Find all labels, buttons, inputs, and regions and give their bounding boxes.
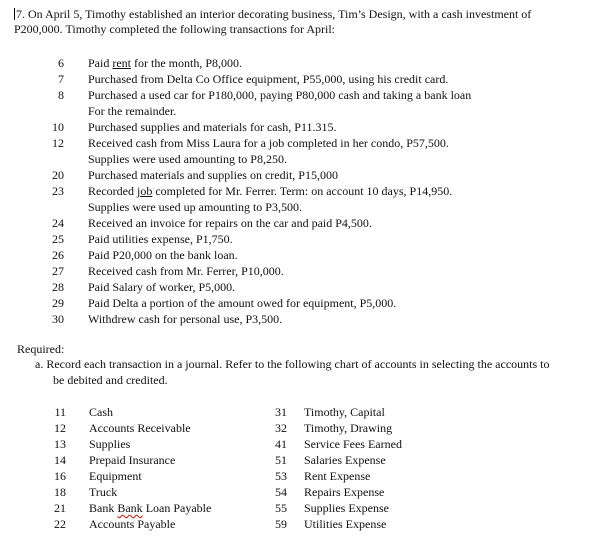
transaction-day: 24	[52, 216, 64, 230]
account-name: Supplies	[89, 437, 131, 451]
intro-text-1: 7. On April 5, Timothy established an interior decorating business, Tim’s Design, with a cash investment of	[16, 7, 532, 21]
account-number: 21	[54, 501, 66, 515]
account-name: Truck	[89, 485, 118, 499]
transaction-day: 23	[52, 184, 64, 198]
account-name: Service Fees Earned	[304, 437, 402, 451]
account-number: 18	[54, 485, 66, 499]
transaction-text: Supplies were used up amounting to P3,500.	[88, 200, 302, 214]
transaction-day: 28	[52, 280, 64, 294]
transaction-day: 6	[58, 56, 64, 70]
transaction-day: 7	[58, 72, 64, 86]
account-name: Cash	[89, 405, 113, 419]
account-name: Repairs Expense	[304, 485, 385, 499]
account-number: 59	[275, 517, 287, 531]
transaction-text: Recorded job completed for Mr. Ferrer. Term: on account 10 days, P14,950.	[88, 184, 453, 198]
transaction-day: 25	[52, 232, 64, 246]
transaction-text: Paid P20,000 on the bank loan.	[88, 248, 238, 262]
account-number: 51	[275, 453, 287, 467]
account-number: 16	[54, 469, 66, 483]
account-name: Bank Bank Loan Payable	[89, 501, 212, 515]
transaction-text: Received cash from Miss Laura for a job completed in her condo, P57,500.	[88, 136, 449, 150]
account-name: Equipment	[89, 469, 142, 483]
problem-intro-line-1	[14, 7, 584, 21]
account-number: 53	[275, 469, 287, 483]
transaction-text: Withdrew cash for personal use, P3,500.	[88, 312, 283, 326]
transaction-text: Paid utilities expense, P1,750.	[88, 232, 233, 246]
account-name: Utilities Expense	[304, 517, 387, 531]
transaction-text: Purchased supplies and materials for cash, P11.315.	[88, 120, 337, 134]
transaction-text: Purchased a used car for P180,000, paying P80,000 cash and taking a bank loan	[88, 88, 472, 102]
transaction-day: 30	[52, 312, 64, 326]
account-number: 11	[54, 405, 66, 419]
account-name: Accounts Receivable	[89, 421, 191, 435]
account-name: Prepaid Insurance	[89, 453, 176, 467]
transaction-day: 12	[52, 136, 64, 150]
transaction-text: Purchased from Delta Co Office equipment, P55,000, using his credit card.	[88, 72, 449, 86]
account-number: 41	[275, 437, 287, 451]
requirement-a-line-1: a. Record each transaction in a journal. Refer to the following chart of accounts in selecting the accounts to	[35, 357, 550, 371]
required-heading: Required:	[17, 342, 65, 356]
transaction-text: Paid Delta a portion of the amount owed for equipment, P5,000.	[88, 296, 397, 310]
account-name: Rent Expense	[304, 469, 371, 483]
requirement-a-line-2: be debited and credited.	[53, 373, 168, 387]
account-name: Salaries Expense	[304, 453, 386, 467]
transaction-day: 8	[58, 88, 64, 102]
account-number: 12	[54, 421, 66, 435]
account-name: Timothy, Capital	[304, 405, 385, 419]
account-number: 32	[275, 421, 287, 435]
transaction-text: Paid Salary of worker, P5,000.	[88, 280, 236, 294]
transaction-text: Received cash from Mr. Ferrer, P10,000.	[88, 264, 284, 278]
account-number: 22	[54, 517, 66, 531]
transaction-text: Paid rent for the month, P8,000.	[88, 56, 242, 70]
text-cursor	[14, 8, 15, 20]
account-number: 55	[275, 501, 287, 515]
transaction-day: 26	[52, 248, 64, 262]
account-number: 13	[54, 437, 66, 451]
account-name: Accounts Payable	[89, 517, 176, 531]
transaction-day: 20	[52, 168, 64, 182]
account-name: Timothy, Drawing	[304, 421, 393, 435]
account-number: 54	[275, 485, 287, 499]
transaction-text: Purchased materials and supplies on credit, P15,000	[88, 168, 338, 182]
transaction-day: 29	[52, 296, 64, 310]
transaction-day: 10	[52, 120, 64, 134]
problem-intro-line-2: P200,000. Timothy completed the following transactions for April:	[14, 22, 335, 36]
account-number: 31	[275, 405, 287, 419]
transaction-text: Supplies were used amounting to P8,250.	[88, 152, 287, 166]
transaction-day: 27	[52, 264, 64, 278]
account-name: Supplies Expense	[304, 501, 389, 515]
transaction-text: Received an invoice for repairs on the car and paid P4,500.	[88, 216, 372, 230]
transaction-text: For the remainder.	[88, 104, 177, 118]
account-number: 14	[54, 453, 66, 467]
